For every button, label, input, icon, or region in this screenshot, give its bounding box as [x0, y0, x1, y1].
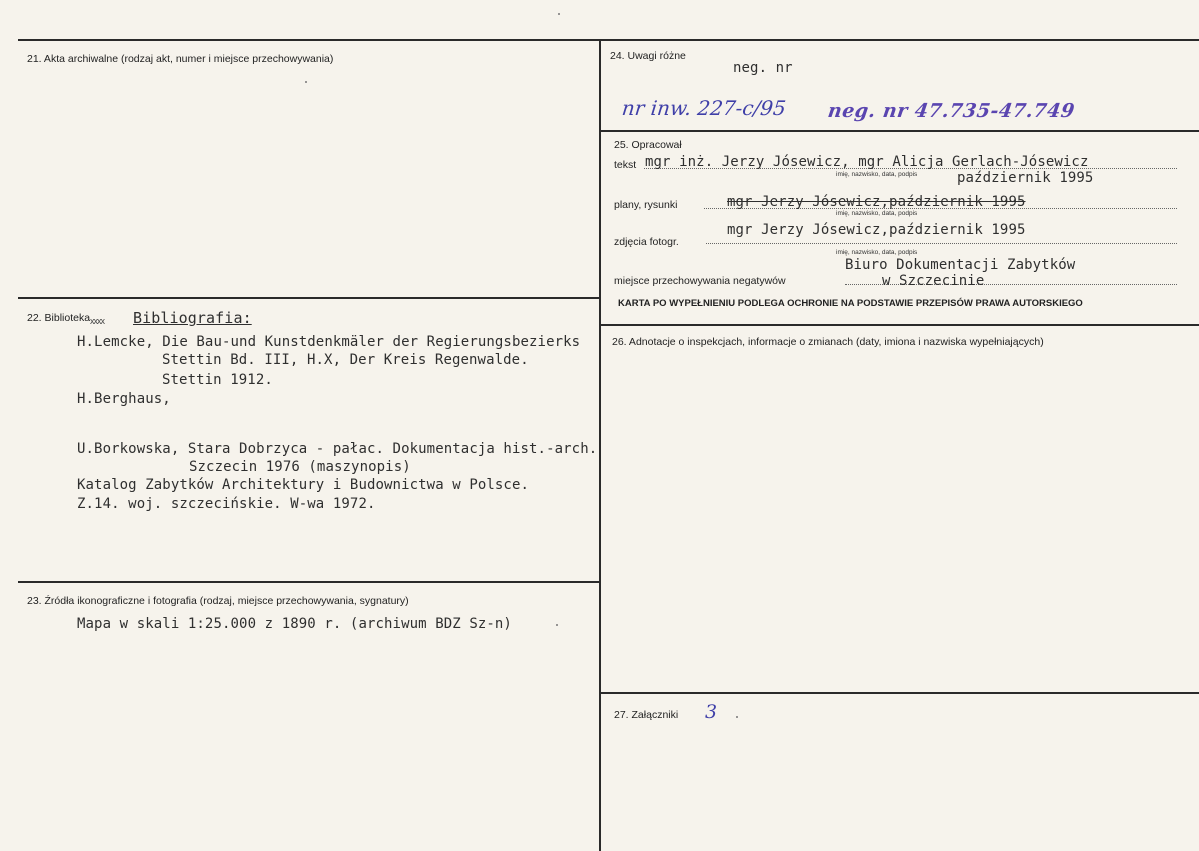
bibliography-line-2: Stettin Bd. III, H.X, Der Kreis Regenwalde.: [162, 352, 529, 368]
plany-label: plany, rysunki: [614, 199, 678, 211]
tekst-label: tekst: [614, 159, 637, 171]
zdjecia-dotted-line: [706, 243, 1177, 244]
paper-speck: [558, 13, 560, 15]
section-23-label: 23. Źródła ikonograficzne i fotografia (rodzaj, miejsce przechowywania, sygnatury): [27, 595, 409, 607]
bibliography-heading: Bibliografia:: [133, 309, 252, 327]
bibliography-line-5: U.Borkowska, Stara Dobrzyca - pałac. Dokumentacja hist.-arch.: [77, 441, 598, 457]
bibliography-line-7: Katalog Zabytków Architektury i Budownictwa w Polsce.: [77, 477, 530, 493]
bibliography-line-1: H.Lemcke, Die Bau-und Kunstdenkmäler der Regierungsbezierks: [77, 334, 581, 350]
tekst-authors: mgr inż. Jerzy Jósewicz, mgr Alicja Gerlach-Jósewicz: [645, 154, 1089, 170]
rule-left-s22: [18, 297, 599, 299]
negatywy-label: miejsce przechowywania negatywów: [614, 275, 786, 287]
paper-speck: [736, 716, 738, 718]
bibliography-line-4: H.Berghaus,: [77, 391, 171, 407]
rule-right-s25: [601, 130, 1199, 132]
plany-value: mgr Jerzy Jósewicz,październik 1995: [727, 194, 1026, 210]
section-24-label: 24. Uwagi różne: [610, 50, 686, 62]
rule-right-s27: [601, 692, 1199, 694]
section-27-label: 27. Załączniki: [614, 709, 679, 721]
negative-range-handwritten: neg. nr 47.735-47.749: [826, 100, 1077, 122]
rule-right-s26: [601, 324, 1199, 326]
rule-left-s23: [18, 581, 599, 583]
section-25-label: 25. Opracował: [614, 139, 682, 151]
tekst-date: październik 1995: [957, 170, 1094, 186]
negatywy-line-1: Biuro Dokumentacji Zabytków: [845, 257, 1076, 273]
attachments-count-handwritten: 3: [705, 701, 718, 723]
copyright-notice: KARTA PO WYPEŁNIENIU PODLEGA OCHRONIE NA PODSTAWIE PRZEPISÓW PRAWA AUTORSKIEGO: [618, 298, 1083, 309]
zdjecia-label: zdjęcia fotogr.: [614, 236, 679, 248]
paper-speck: [305, 81, 307, 83]
overstrike-marks: xxxx: [90, 316, 104, 326]
section-26-label: 26. Adnotacje o inspekcjach, informacje o zmianach (daty, imiona i nazwiska wypełniających): [612, 336, 1044, 348]
section-22-label: 22. Biblioteka: [27, 312, 91, 324]
top-rule: [18, 39, 1199, 41]
zdjecia-caption: imię, nazwisko, data, podpis: [836, 249, 918, 256]
bibliography-line-6: Szczecin 1976 (maszynopis): [189, 459, 411, 475]
iconography-entry: Mapa w skali 1:25.000 z 1890 r. (archiwum BDZ Sz-n): [77, 616, 512, 632]
bibliography-line-8: Z.14. woj. szczecińskie. W-wa 1972.: [77, 496, 376, 512]
tekst-caption: imię, nazwisko, data, podpis: [836, 171, 918, 178]
zdjecia-value: mgr Jerzy Jósewicz,październik 1995: [727, 222, 1026, 238]
negatywy-line-2: w Szczecinie: [882, 273, 985, 289]
bibliography-line-3: Stettin 1912.: [162, 372, 273, 388]
inventory-number-handwritten: nr inw. 227-c/95: [620, 96, 788, 120]
section-21-label: 21. Akta archiwalne (rodzaj akt, numer i miejsce przechowywania): [27, 53, 334, 65]
column-divider: [599, 39, 601, 851]
paper-speck: [556, 624, 558, 626]
plany-caption: imię, nazwisko, data, podpis: [836, 210, 918, 217]
neg-nr-typed: neg. nr: [733, 60, 793, 76]
